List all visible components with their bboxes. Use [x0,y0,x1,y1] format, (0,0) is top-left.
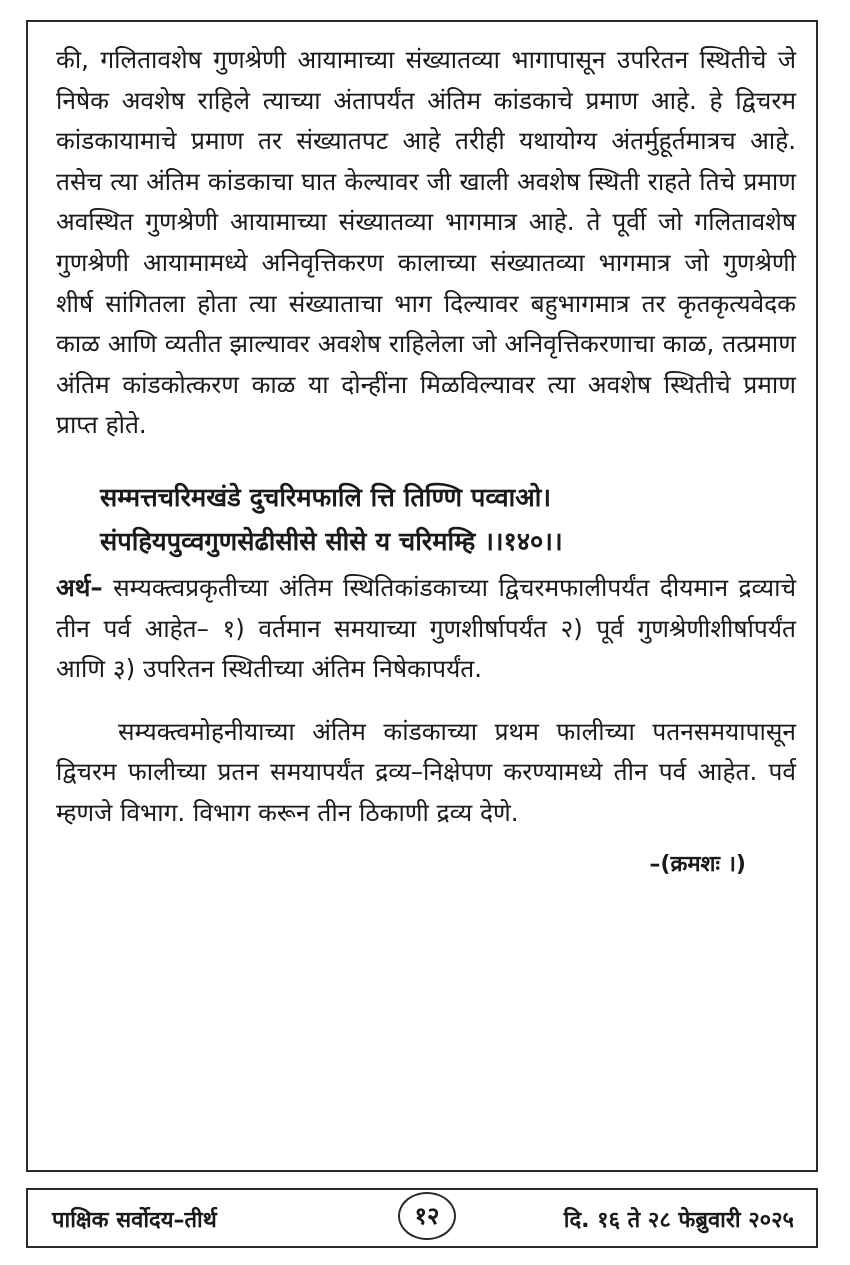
meaning-text: सम्यक्त्वप्रकृतीच्या अंतिम स्थितिकांडकाच्या द्विचरमफालीपर्यंत दीयमान द्रव्याचे तीन पर्व आहेत– १) वर्तमान समयाच्या गुणशीर्षापर्यंत २) पूर्व गुणश्रेणीशीर्षापर्यंत आणि ३) उपरितन स्थितीच्या अंतिम निषेकापर्यंत. [56,572,796,684]
issue-date: दि. १६ ते २८ फेब्रुवारी २०२५ [563,1208,794,1233]
meaning-paragraph [56,568,796,690]
paragraph-1: की, गलितावशेष गुणश्रेणी आयामाच्या संख्यातव्या भागापासून उपरितन स्थितीचे जे निषेक अवशेष राहिले त्याच्या अंतापर्यंत अंतिम कांडकाचे प्रमाण आहे. हे द्विचरम कांडकायामाचे प्रमाण तर संख्यातपट आहे तरीही यथायोग्य अंतर्मुहूर्तमात्रच आहे. तसेच त्या अंतिम कांडकाचा घात केल्यावर जी खाली अवशेष स्थिती राहते तिचे प्रमाण अवस्थित गुणश्रेणी आयामाच्या संख्यातव्या भागमात्र आहे. ते पूर्वी जो गलितावशेष गुणश्रेणी आयामामध्ये अनिवृत्तिकरण कालाच्या संख्यातव्या भागमात्र जो गुणश्रेणी शीर्ष सांगितला होता त्या संख्याताचा भाग दिल्यावर बहुभागमात्र तर कृतकृत्यवेदक काळ आणि व्यतीत झाल्यावर अवशेष राहिलेला जो अनिवृत्तिकरणाचा काळ, तत्प्रमाण अंतिम कांडकोत्करण काळ या दोन्हींना मिळविल्यावर त्या अवशेष स्थितीचे प्रमाण प्राप्त होते. [56,45,796,440]
verse-line-1: सम्मत्तचरिमखंडे दुचरिमफालि त्ति तिण्णि पव्वाओ। [100,482,552,513]
publication-name: पाक्षिक सर्वोदय–तीर्थ [52,1208,217,1233]
page-number: १२ [398,1192,456,1240]
meaning-label: अर्थ– [56,572,103,602]
continuation-note: –(क्रमशः ।) [649,851,746,877]
gatha-verse [100,476,796,564]
page-footer [26,1188,818,1248]
verse-line-2: संपहियपुव्वगुणसेढीसीसे सीसे य चरिमम्हि ।।१४०।। [100,526,563,557]
article-body [56,40,796,878]
paragraph-2: सम्यक्त्वमोहनीयाच्या अंतिम कांडकाच्या प्रथम फालीच्या पतनसमयापासून द्विचरम फालीच्या प्रतन समयापर्यंत द्रव्य–निक्षेपण करण्यामध्ये तीन पर्व आहेत. पर्व म्हणजे विभाग. विभाग करून तीन ठिकाणी द्रव्य देणे. [56,716,796,827]
